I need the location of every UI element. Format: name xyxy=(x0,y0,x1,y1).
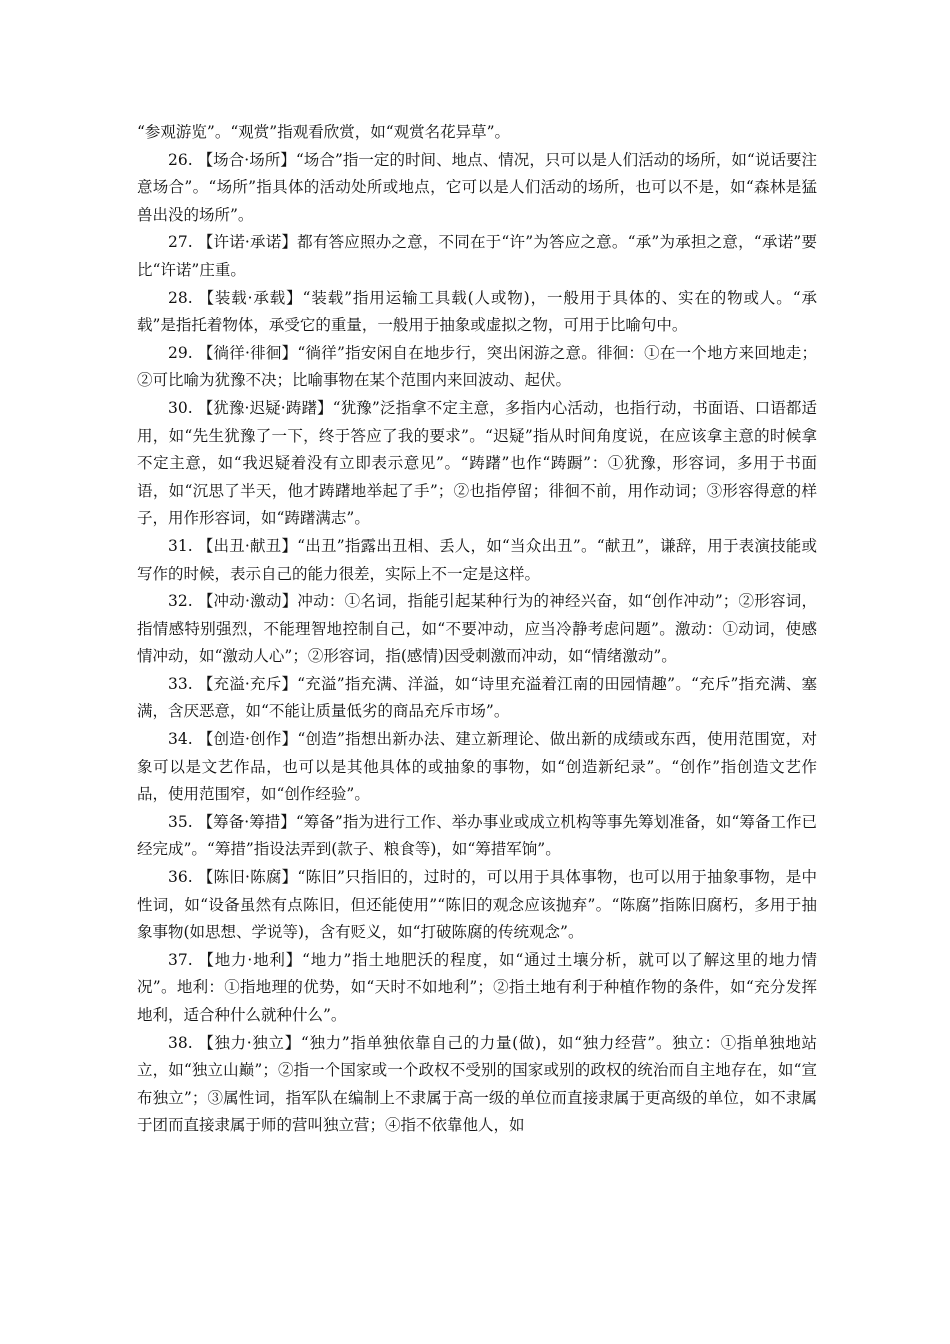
entry-35: 35. 【筹备·筹措】“筹备”指为进行工作、举办事业或成立机构等事先筹划准备，如“筹备工作已经完成”。“筹措”指设法弄到(款子、粮食等)，如“筹措军饷”。 xyxy=(137,812,817,859)
entry-30: 30. 【犹豫·迟疑·踌躇】“犹豫”泛指拿不定主意，多指内心活动，也指行动，书面语、口语都适用，如“先生犹豫了一下，终于答应了我的要求”。“迟疑”指从时间角度说，在应该拿主意的时候拿不定主意，如“我迟疑着没有立即表示意见”。“踌躇”也作“踌蹰”：①犹豫，形容词，多用于书面语，如“沉思了半天，他才踌躇地举起了手”；②也指停留；徘徊不前，用作动词；③形容得意的样子，用作形容词，如“踌躇满志”。 xyxy=(137,398,817,528)
entry-36: 36. 【陈旧·陈腐】“陈旧”只指旧的，过时的，可以用于具体事物，也可以用于抽象事物，是中性词，如“设备虽然有点陈旧，但还能使用”“陈旧的观念应该抛弃”。“陈腐”指陈旧腐朽，多用于抽象事物(如思想、学说等)，含有贬义，如“打破陈腐的传统观念”。 xyxy=(137,868,817,942)
entry-32: 32. 【冲动·激动】冲动：①名词，指能引起某种行为的神经兴奋，如“创作冲动”；②形容词，指情感特别强烈，不能理智地控制自己，如“不要冲动，应当冷静考虑问题”。激动：①动词，使感情冲动，如“激动人心”；②形容词，指(感情)因受刺激而冲动，如“情绪激动”。 xyxy=(137,592,817,666)
entry-27: 27. 【许诺·承诺】都有答应照办之意，不同在于“许”为答应之意。“承”为承担之意，“承诺”要比“许诺”庄重。 xyxy=(137,233,817,279)
entry-31: 31. 【出丑·献丑】“出丑”指露出丑相、丢人，如“当众出丑”。“献丑”，谦辞，用于表演技能或写作的时候，表示自己的能力很差，实际上不一定是这样。 xyxy=(137,536,817,583)
entry-34: 34. 【创造·创作】“创造”指想出新办法、建立新理论、做出新的成绩或东西，使用范围宽，对象可以是文艺作品，也可以是其他具体的或抽象的事物，如“创造新纪录”。“创作”指创造文艺作品，使用范围窄，如“创作经验”。 xyxy=(137,730,817,804)
entry-28: 28. 【装载·承载】“装载”指用运输工具载(人或物)，一般用于具体的、实在的物或人。“承载”是指托着物体，承受它的重量，一般用于抽象或虚拟之物，可用于比喻句中。 xyxy=(137,288,817,335)
document-page xyxy=(137,119,817,1140)
paragraph-continuation: “参观游览”。“观赏”指观看欣赏，如“观赏名花异草”。 xyxy=(137,123,511,141)
entry-38: 38. 【独力·独立】“独力”指单独依靠自己的力量(做)，如“独力经营”。独立：①指单独地站立，如“独立山巅”；②指一个国家或一个政权不受别的国家或别的政权的统治而自主地存在，如“宣布独立”；③属性词，指军队在编制上不隶属于高一级的单位而直接隶属于更高级的单位，如不隶属于团而直接隶属于师的营叫独立营；④指不依靠他人，如 xyxy=(137,1033,817,1135)
entry-26: 26. 【场合·场所】“场合”指一定的时间、地点、情况，只可以是人们活动的场所，如“说话要注意场合”。“场所”指具体的活动处所或地点，它可以是人们活动的场所，也可以不是，如“森林是猛兽出没的场所”。 xyxy=(137,150,817,224)
entry-29: 29. 【徜徉·徘徊】“徜徉”指安闲自在地步行，突出闲游之意。徘徊：①在一个地方来回地走；②可比喻为犹豫不决；比喻事物在某个范围内来回波动、起伏。 xyxy=(137,343,817,390)
entry-33: 33. 【充溢·充斥】“充溢”指充满、洋溢，如“诗里充溢着江南的田园情趣”。“充斥”指充满、塞满，含厌恶意，如“不能让质量低劣的商品充斥市场”。 xyxy=(137,674,817,721)
entry-37: 37. 【地力·地利】“地力”指土地肥沃的程度，如“通过土壤分析，就可以了解这里的地力情况”。地利：①指地理的优势，如“天时不如地利”；②指土地有利于种植作物的条件，如“充分发挥地利，适合种什么就种什么”。 xyxy=(137,950,817,1024)
